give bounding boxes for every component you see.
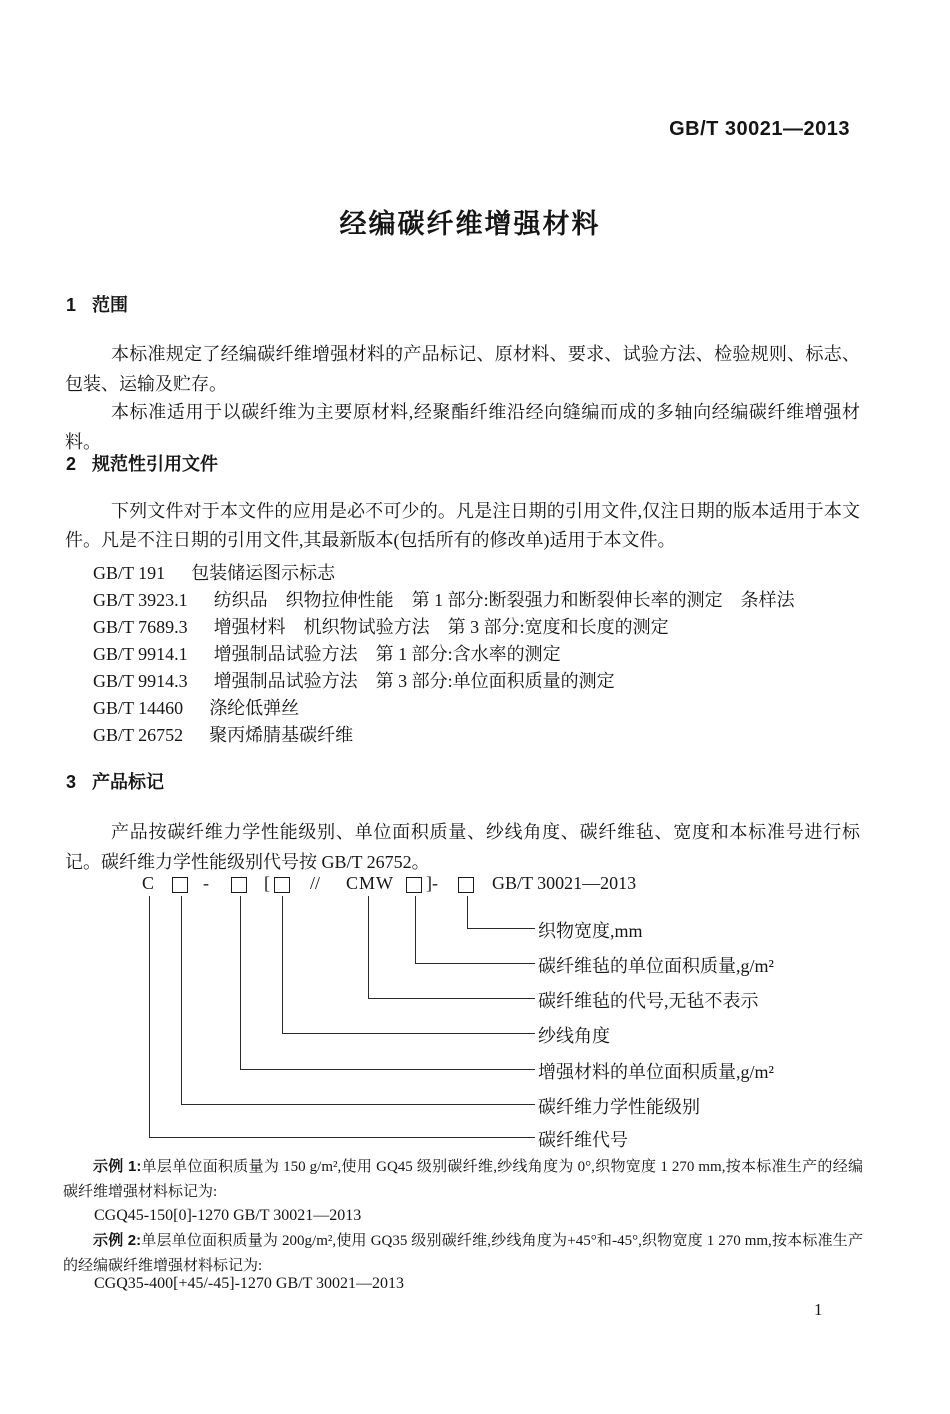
section-1-title: 范围 [92, 295, 129, 315]
page-number: 1 [814, 1300, 823, 1319]
section-3-number: 3 [66, 772, 77, 792]
example-1-text: 单层单位面积质量为 150 g/m²,使用 GQ45 级别碳纤维,纱线角度为 0°,织物宽度 1 270 mm,按本标准生产的经编碳纤维增强材料标记为: [63, 1159, 863, 1200]
designation-standard-number: GB/T 30021—2013 [492, 873, 637, 893]
designation-prefix: C [142, 873, 155, 893]
reference-item [93, 668, 863, 694]
label-yarn-angle: 纱线角度 [538, 1026, 610, 1046]
reference-code: GB/T 9914.1 [93, 644, 188, 664]
reference-title: 增强制品试验方法 第 1 部分:含水率的测定 [213, 644, 561, 664]
label-fabric-width: 织物宽度,mm [538, 921, 643, 941]
designation-box-yarn-angle [274, 877, 290, 893]
example-1 [63, 1154, 863, 1205]
designation-mat-code: CMW [346, 873, 394, 893]
section-1-paragraph-2: 本标准适用于以碳纤维为主要原材料,经聚酯纤维沿经向缝编而成的多轴向经编碳纤维增强材料。 [65, 402, 860, 452]
designation-dash: - [203, 873, 209, 893]
section-3-title: 产品标记 [92, 772, 165, 792]
section-2-heading [66, 450, 218, 476]
example-1-code: CGQ45-150[0]-1270 GB/T 30021—2013 [94, 1207, 362, 1224]
designation-box-areal-mass [231, 877, 247, 893]
reference-title: 纺织品 织物拉伸性能 第 1 部分:断裂强力和断裂伸长率的测定 条样法 [213, 590, 795, 610]
label-mat-areal-mass: 碳纤维毡的单位面积质量,g/m² [538, 956, 774, 976]
reference-code: GB/T 191 [93, 563, 166, 583]
designation-box-performance-grade [172, 877, 188, 893]
reference-item [93, 587, 863, 613]
section-1-number: 1 [66, 295, 77, 315]
reference-title: 包装储运图示标志 [191, 563, 336, 583]
page-title: 经编碳纤维增强材料 [339, 209, 601, 239]
reference-code: GB/T 7689.3 [93, 617, 188, 637]
reference-title: 增强材料 机织物试验方法 第 3 部分:宽度和长度的测定 [213, 617, 669, 637]
section-2-paragraph-1: 下列文件对于本文件的应用是必不可少的。凡是注日期的引用文件,仅注日期的版本适用于本文件。凡是不注日期的引用文件,其最新版本(包括所有的修改单)适用于本文件。 [65, 501, 860, 550]
reference-code: GB/T 9914.3 [93, 671, 188, 691]
section-3-heading [66, 768, 164, 794]
section-3-paragraph-1: 产品按碳纤维力学性能级别、单位面积质量、纱线角度、碳纤维毡、宽度和本标准号进行标记。碳纤维力学性能级别代号按 GB/T 26752。 [65, 822, 860, 872]
section-1-paragraph-1: 本标准规定了经编碳纤维增强材料的产品标记、原材料、要求、试验方法、检验规则、标志、包装、运输及贮存。 [65, 344, 860, 394]
reference-item [93, 614, 863, 640]
example-2-text: 单层单位面积质量为 200g/m²,使用 GQ35 级别碳纤维,纱线角度为+45°和-45°,织物宽度 1 270 mm,按本标准生产的经编碳纤维增强材料标记为: [63, 1233, 863, 1274]
example-1-label: 示例 1: [93, 1158, 142, 1175]
example-2-label: 示例 2: [93, 1232, 142, 1249]
standard-number-header: GB/T 30021—2013 [669, 118, 850, 140]
reference-title: 增强制品试验方法 第 3 部分:单位面积质量的测定 [213, 671, 615, 691]
reference-title: 涤纶低弹丝 [209, 698, 300, 718]
example-2 [63, 1228, 863, 1279]
connector-fiber-code [149, 896, 535, 1138]
reference-code: GB/T 14460 [93, 698, 184, 718]
section-2-number: 2 [66, 454, 77, 474]
reference-item [93, 722, 863, 748]
designation-open-bracket: [ [264, 873, 270, 893]
designation-close-bracket: ]- [426, 873, 438, 893]
designation-slashes: // [310, 873, 321, 893]
label-areal-mass: 增强材料的单位面积质量,g/m² [538, 1062, 774, 1082]
reference-code: GB/T 3923.1 [93, 590, 188, 610]
designation-box-mat-areal-mass [406, 877, 422, 893]
reference-code: GB/T 26752 [93, 725, 184, 745]
reference-item [93, 695, 863, 721]
section-2-title: 规范性引用文件 [92, 454, 219, 474]
section-1-heading [66, 291, 128, 317]
label-performance-grade: 碳纤维力学性能级别 [538, 1097, 700, 1117]
reference-item [93, 560, 863, 586]
example-2-code: CGQ35-400[+45/-45]-1270 GB/T 30021—2013 [94, 1275, 405, 1292]
label-mat-code: 碳纤维毡的代号,无毡不表示 [538, 991, 759, 1011]
label-fiber-code: 碳纤维代号 [538, 1130, 628, 1150]
designation-box-fabric-width [458, 877, 474, 893]
reference-item [93, 641, 863, 667]
reference-title: 聚丙烯腈基碳纤维 [209, 725, 354, 745]
